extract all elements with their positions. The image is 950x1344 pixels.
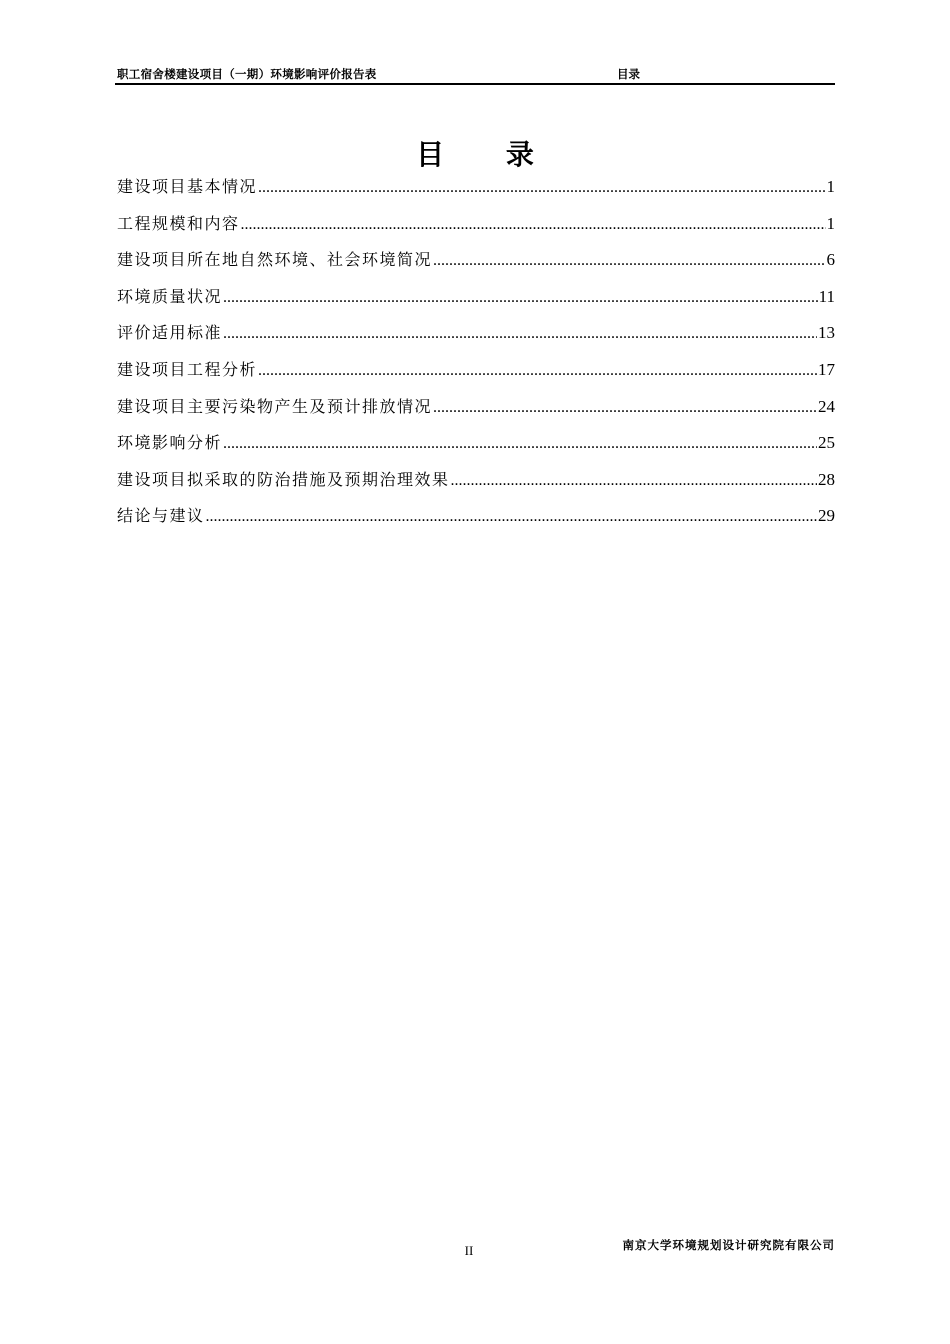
toc-entry[interactable] xyxy=(117,465,835,502)
toc-entry-page: 1 xyxy=(826,213,835,233)
toc-dot-leader xyxy=(223,319,817,349)
toc-entry[interactable] xyxy=(117,282,835,319)
toc-dot-leader xyxy=(258,356,817,386)
toc-dot-leader xyxy=(241,210,826,240)
toc-entry-label: 建设项目基本情况 xyxy=(117,177,258,196)
toc-entry-label: 建设项目所在地自然环境、社会环境简况 xyxy=(117,250,433,270)
toc-entry-label: 工程规模和内容 xyxy=(117,213,240,233)
toc-entry-page: 29 xyxy=(818,506,835,526)
toc-entry[interactable] xyxy=(117,428,835,465)
toc-dot-leader xyxy=(223,429,817,459)
toc-entry-page: 6 xyxy=(826,250,835,270)
footer-page-number: II xyxy=(464,1243,474,1258)
header-document-title: 职工宿舍楼建设项目（一期）环境影响评价报告表 xyxy=(117,67,377,81)
toc-entry[interactable] xyxy=(117,172,835,209)
toc-entry[interactable] xyxy=(117,209,835,246)
toc-title: 目 录 xyxy=(416,138,560,171)
toc-entry-label: 结论与建议 xyxy=(117,506,205,526)
toc-entry-label: 环境影响分析 xyxy=(117,433,223,453)
footer-organization: 南京大学环境规划设计研究院有限公司 xyxy=(622,1238,835,1252)
toc-entry-label: 环境质量状况 xyxy=(117,286,223,306)
toc-dot-leader xyxy=(223,283,818,313)
toc-dot-leader xyxy=(258,173,825,203)
toc-entry[interactable] xyxy=(117,318,835,355)
toc-entry[interactable] xyxy=(117,355,835,392)
header-section-label: 目录 xyxy=(617,67,640,81)
toc-entry[interactable] xyxy=(117,501,835,538)
toc-entry[interactable] xyxy=(117,392,835,429)
toc-entry-page: 11 xyxy=(818,286,835,306)
toc-dot-leader xyxy=(451,466,817,496)
toc-entry-label: 评价适用标准 xyxy=(117,323,223,343)
toc-entry-page: 24 xyxy=(818,396,835,416)
toc-entry-label: 建设项目主要污染物产生及预计排放情况 xyxy=(117,396,433,416)
toc-dot-leader xyxy=(433,246,825,276)
toc-entry-page: 28 xyxy=(818,469,835,489)
toc-entry-label: 建设项目拟采取的防治措施及预期治理效果 xyxy=(117,469,450,489)
toc-entry-page: 25 xyxy=(818,433,835,453)
toc-entry-page: 1 xyxy=(826,177,835,196)
toc-entry-page: 13 xyxy=(818,323,835,343)
toc-entry-page: 17 xyxy=(818,359,835,379)
toc-dot-leader xyxy=(433,393,817,423)
toc-entry[interactable] xyxy=(117,245,835,282)
toc-dot-leader xyxy=(206,502,817,532)
table-of-contents xyxy=(117,172,835,538)
header-divider xyxy=(115,83,835,85)
toc-entry-label: 建设项目工程分析 xyxy=(117,359,258,379)
